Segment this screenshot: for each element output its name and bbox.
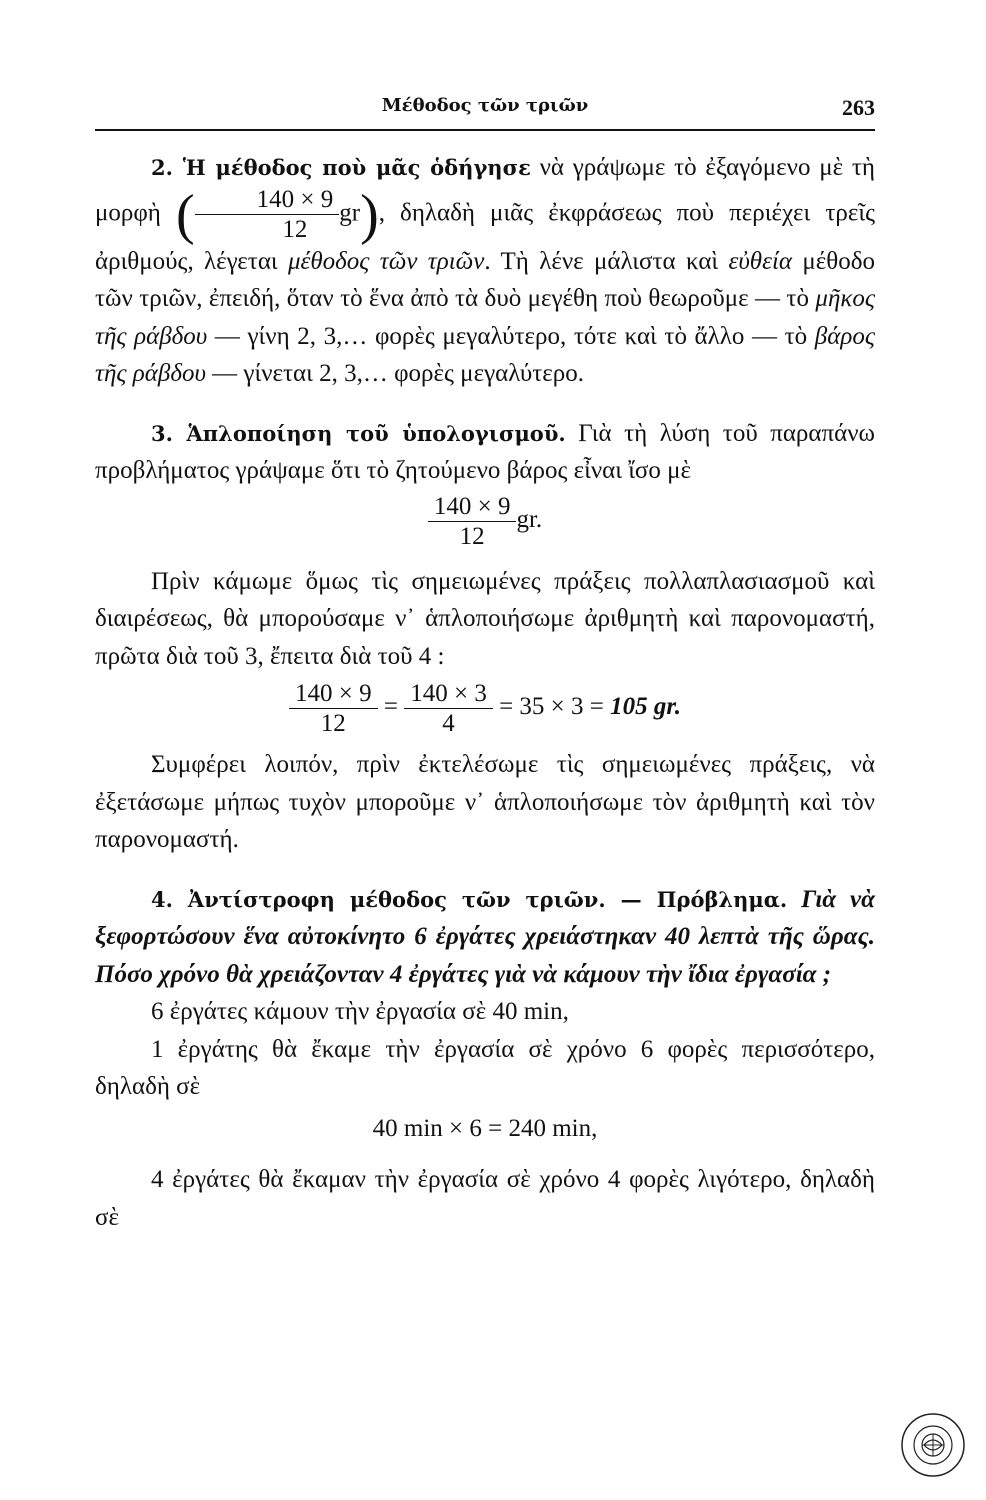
section-4-heading: 4. Ἀντίστροφη μέθοδος τῶν τριῶν. — Πρόβλημα.: [151, 886, 788, 912]
equation-2-rest: = 35 × 3 =: [492, 693, 611, 721]
library-stamp-icon: [900, 1412, 966, 1478]
fraction-denominator: 4: [442, 710, 455, 737]
fraction-denominator: 12: [320, 710, 346, 737]
equation-1-fraction: [428, 494, 517, 549]
term-rod-weight: βάρος τῆς ράβδου: [95, 322, 875, 387]
page-header: [95, 95, 875, 131]
section-2-text-3: . Τὴ λένε μάλιστα καὶ: [484, 247, 729, 275]
right-paren: ): [360, 183, 379, 246]
section-2-text-5: — γίνη 2, 3,… φορὲς μεγαλύτερο, τότε καὶ τὸ ἄλλο — τὸ: [207, 322, 815, 350]
equation-2-fraction-a: [289, 681, 378, 736]
fraction-denominator: 12: [282, 216, 308, 243]
section-3-heading: 3. Ἁπλοποίηση τοῦ ὑπολογισμοῦ.: [151, 420, 566, 446]
fraction-numerator: 140 × 9: [289, 681, 378, 709]
section-2-text-6: — γίνεται 2, 3,… φορὲς μεγαλύτερο.: [205, 360, 585, 387]
equation-2-result: 105 gr.: [610, 693, 681, 721]
page-number: 263: [842, 95, 875, 120]
equation-1-unit: gr.: [516, 505, 543, 533]
section-4-line-3: 4 ἐργάτες θὰ ἔκαμαν τὴν ἐργασία σὲ χρόνο 4 φορὲς λιγότερο, δηλαδὴ σὲ: [95, 1166, 875, 1231]
section-2-text-1: νὰ γράψωμε τὸ ἐξαγόμενο μὲ τὴ μορφὴ: [95, 154, 875, 227]
running-title: Μέθοδος τῶν τριῶν: [381, 95, 589, 116]
section-2-text-4: μέθοδο τῶν τριῶν, ἐπειδή, ὅταν τὸ ἕνα ἀπὸ τὰ δυὸ μεγέθη ποὺ θεωροῦμε — τὸ: [95, 247, 875, 312]
fraction-numerator: 140 × 9: [428, 494, 517, 522]
section-3-paragraph-2: Πρὶν κάμωμε ὅμως τὶς σημειωμένες πράξεις πολλαπλασιασμοῦ καὶ διαιρέσεως, θὰ μπορούσαμε ν᾽ ἁπλοποιήσωμε ἀριθμητὴ καὶ παρονομαστή, πρῶτα διὰ τοῦ 3, ἔπειτα διὰ τοῦ 4 :: [95, 567, 875, 670]
term-rod-length: μῆκος τῆς ράβδου: [95, 285, 875, 350]
equation-3: 40 min × 6 = 240 min,: [372, 1114, 598, 1142]
section-4-paragraph: [95, 881, 875, 994]
body-text: [95, 149, 875, 1236]
fraction-numerator: 140 × 9: [195, 187, 340, 215]
section-2-heading: 2. Ἡ μέθοδος ποὺ μᾶς ὁδήγησε: [151, 155, 531, 180]
equation-2: [95, 681, 875, 736]
section-3-text-1: Γιὰ τὴ λύση τοῦ παραπάνω προβλήματος γράψαμε ὅτι τὸ ζητούμενο βάρος εἶναι ἴσο μὲ: [95, 419, 875, 484]
section-4-problem: Γιὰ νὰ ξεφορτώσουν ἕνα αὐτοκίνητο 6 ἐργάτες χρειάστηκαν 40 λεπτὰ τῆς ὥρας. Πόσο χρόνο θὰ χρειάζονταν 4 ἐργάτες γιὰ νὰ κάμουν τὴν ἴδια ἐργασία ;: [95, 885, 875, 988]
inline-fraction: [195, 187, 340, 242]
section-2-paragraph: [95, 149, 875, 393]
term-method-of-three: μέθοδος τῶν τριῶν: [287, 247, 485, 275]
equation-2-fraction-b: [404, 681, 493, 736]
section-4-line-2: 1 ἐργάτης θὰ ἔκαμε τὴν ἐργασία σὲ χρόνο 6 φορὲς περισσότερο, δηλαδὴ σὲ: [95, 1035, 875, 1100]
section-4-line-1: 6 ἐργάτες κάμουν τὴν ἐργασία σὲ 40 min,: [151, 998, 569, 1025]
fraction-numerator: 140 × 3: [404, 681, 493, 709]
left-paren: (: [175, 183, 195, 246]
section-3-paragraph-3: Συμφέρει λοιπόν, πρὶν ἐκτελέσωμε τὶς σημειωμένες πράξεις, νὰ ἐξετάσωμε μήπως τυχὸν μποροῦμε ν᾽ ἁπλοποιήσωμε τὸν ἀριθμητὴ καὶ τὸν παρονομαστή.: [95, 751, 875, 853]
section-2-text-2: , δηλαδὴ μιᾶς ἐκφράσεως ποὺ περιέχει τρεῖς ἀριθμούς, λέγεται: [95, 199, 875, 275]
equation-1: [95, 494, 875, 549]
fraction-denominator: 12: [459, 522, 485, 550]
equals-sign: =: [377, 693, 405, 721]
section-3-paragraph: [95, 415, 875, 490]
book-page: [95, 95, 875, 1236]
term-direct: εὐθεία: [728, 247, 793, 275]
fraction-unit: gr: [339, 199, 361, 227]
